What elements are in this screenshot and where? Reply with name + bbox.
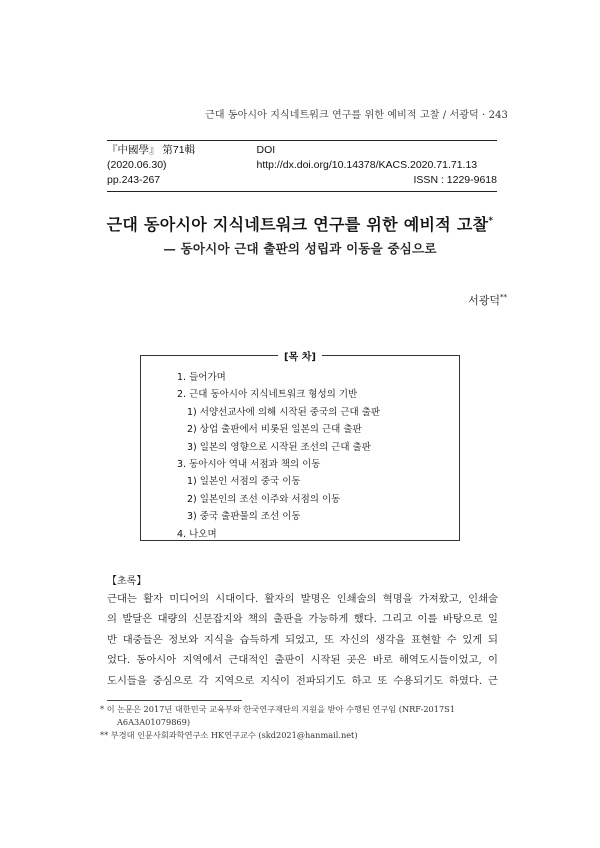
footnote-1-continued: A6A3A01079869)	[117, 717, 191, 727]
paper-title	[80, 212, 520, 235]
toc-subitem[interactable]: 2) 일본인의 조선 이주와 서점의 이동	[187, 493, 341, 505]
footnote-divider	[107, 700, 242, 701]
toc-item[interactable]: 3. 동아시아 역내 서점과 책의 이동	[177, 458, 321, 470]
abstract-line: 의 발달은 대량의 신문잡지와 책의 출판을 가능하게 했다. 그리고 이를 바탕으로 일	[107, 613, 498, 626]
toc-list	[177, 369, 380, 543]
journal-info	[107, 140, 497, 192]
footnote-text[interactable]: 부경대 인문사회과학연구소 HK연구교수 (skd2021@hanmail.net)	[110, 730, 358, 740]
footnote-2	[100, 729, 502, 742]
toc-item[interactable]: 1. 들어가며	[177, 372, 226, 383]
running-head: 근대 동아시아 지식네트워크 연구를 위한 예비적 고찰 / 서광덕 · 243	[205, 110, 508, 121]
doi-link[interactable]: DOI http://dx.doi.org/10.14378/KACS.2020.71.71.13	[256, 144, 478, 171]
toc-subitem[interactable]: 1) 서양선교사에 의해 시작된 중국의 근대 출판	[187, 406, 381, 418]
toc-item[interactable]: 2. 근대 동아시아 지식네트워크 형성의 기반	[177, 389, 358, 401]
table-of-contents	[140, 352, 460, 541]
journal-info-row-2	[107, 173, 497, 188]
abstract-line: 반 대중들은 정보와 지식을 습득하게 되었고, 또 자신의 생각을 표현할 수 있게 되	[107, 633, 498, 646]
page-range: pp.243-267	[107, 174, 161, 186]
issn: ISSN : 1229-9618	[413, 174, 497, 186]
paper-subtitle: — 동아시아 근대 출판의 성립과 이동을 중심으로	[163, 241, 437, 256]
journal-citation: 『中國學』 第71輯 (2020.06.30)	[107, 144, 196, 171]
toc-subitem[interactable]: 3) 중국 출판물의 조선 이동	[187, 511, 301, 523]
toc-subitem[interactable]: 3) 일본의 영향으로 시작된 조선의 근대 출판	[187, 441, 371, 453]
journal-info-row-1	[107, 143, 497, 173]
footnote-text: 이 논문은 2017년 대한민국 교육부와 한국연구재단의 지원을 받아 수행된 연구임 (NRF-2017S1	[106, 704, 456, 714]
author	[468, 292, 507, 308]
abstract-body	[107, 589, 498, 691]
footnote-1	[100, 703, 502, 716]
abstract-line: 도시들을 중심으로 각 지역으로 지식이 전파되기도 하고 또 수용되기도 하였다. 근	[107, 674, 498, 687]
footnote-mark: **	[100, 730, 109, 740]
toc-item[interactable]: 4. 나오며	[177, 528, 217, 540]
author-footnote-mark[interactable]: **	[500, 293, 507, 302]
toc-heading: [목 차]	[278, 348, 322, 363]
toc-subitem[interactable]: 2) 상업 출판에서 비롯된 일본의 근대 출판	[187, 424, 362, 436]
footnote-mark: *	[100, 704, 105, 714]
footnotes	[100, 703, 502, 742]
toc-subitem[interactable]: 1) 일본인 서점의 중국 이동	[187, 476, 301, 488]
title-footnote-mark[interactable]: *	[488, 216, 494, 227]
abstract-line: 근대는 활자 미디어의 시대이다. 활자의 발명은 인쇄술의 혁명을 가져왔고, 인쇄술	[107, 593, 498, 605]
paper-title-text: 근대 동아시아 지식네트워크 연구를 위한 예비적 고찰	[106, 215, 489, 234]
abstract-label: 【초록】	[107, 576, 147, 587]
abstract-line: 었다. 동아시아 지역에서 근대적인 출판이 시작된 곳은 바로 해역도시들이었고, 이	[107, 654, 498, 667]
author-name: 서광덕	[468, 294, 500, 307]
